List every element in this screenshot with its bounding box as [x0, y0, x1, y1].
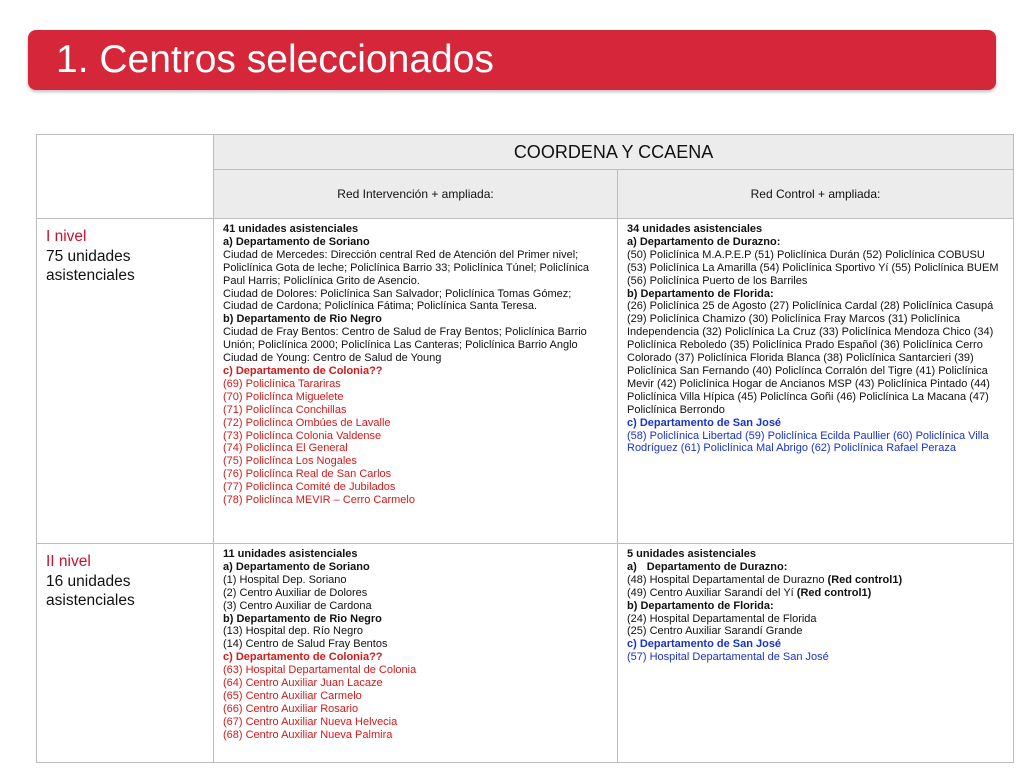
list-item: (67) Centro Auxiliar Nueva Helvecia	[223, 715, 398, 728]
dept-heading: b) Departamento de Rio Negro	[223, 612, 382, 625]
dept-text: (26) Policlínica 25 de Agosto (27) Policlínica Cardal (28) Policlínica Casupá (29) Policlínica Chamizo (30) Policlínica Fray Marcos (31) Policlínica Independencia (32) Policlínica La Cruz (33) Policlínica Mendoza Chico (34) Policlínica Reboledo (35) Policlínica Prado Español (36) Policlínica Cerro Colorado (37) Policlínica Florida Blanca (38) Policlínica Santarcieri (39) Policlínica San Fernando (40) Policlínca Corralón del Tigre (41) Policlínica Mevir (42) Policlínica Hogar de Ancianos MSP (43) Policlínica Pintado (44) Policlínica Villa Hípica (45) Policlínca Goñi (46) Policlínica La Macana (47) Policlínica Berrondo	[627, 300, 994, 416]
list-item: (13) Hospital dep. Río Negro	[223, 625, 364, 638]
dept-heading: c) Departamento de Colonia??	[223, 651, 383, 664]
dept-heading: a) Departamento de Soriano	[223, 235, 370, 248]
control-header-cell	[618, 170, 1014, 219]
list-item: (76) Policlínca Real de San Carlos	[223, 468, 392, 481]
list-item: (66) Centro Auxiliar Rosario	[223, 702, 359, 715]
dept-heading: b) Departamento de Rio Negro	[223, 313, 382, 326]
list-item: (1) Hospital Dep. Soriano	[223, 573, 347, 586]
network-header-cell	[214, 135, 1014, 170]
list-item: (69) Policlínica Tarariras	[223, 377, 341, 390]
dept-heading: c) Departamento de San José	[627, 638, 782, 651]
dept-heading: a) Departamento de Durazno:	[627, 235, 781, 248]
coordena-header: COORDENA Y CCAENA	[513, 142, 714, 162]
level1-count-suffix: asistenciales	[46, 267, 135, 284]
level2-intervention-cell	[214, 544, 618, 763]
dept-text: (50) Policlínica M.A.P.E.P (51) Policlínica Durán (52) Policlínica COBUSU (53) Policlínica La Amarilla (54) Policlínica Sportivo Yí (55) Policlínica BUEM (56) Policlínica Puerto de los Barriles	[627, 248, 999, 287]
level1-cell	[37, 219, 214, 544]
level2-count: 16 unidades	[46, 572, 131, 590]
intervention-label: Red Intervención + ampliada:	[337, 187, 494, 201]
control-tag: (Red control1)	[827, 573, 903, 586]
list-item: (70) Policlínca Miguelete	[223, 390, 344, 403]
list-item: (77) Policlínca Comité de Jubilados	[223, 481, 396, 494]
dept-heading: b) Departamento de Florida:	[627, 287, 774, 300]
list-item: (74) Policlínca El General	[223, 442, 348, 455]
dept-text: Ciudad de Fray Bentos: Centro de Salud de Fray Bentos; Policlínica Barrio Unión; Policlínica 2000; Policlínica Las Canteras; Policlínica Barrio Anglo	[223, 326, 587, 352]
list-item: (14) Centro de Salud Fray Bentos	[223, 638, 388, 651]
table-header-row	[37, 135, 1014, 170]
level2-control-cell	[618, 544, 1014, 763]
level1-control-cell	[618, 219, 1014, 544]
centers-table	[36, 134, 1014, 763]
units-count: 11 unidades asistenciales	[223, 548, 358, 560]
list-item: (2) Centro Auxiliar de Dolores	[223, 586, 368, 599]
table-row	[37, 544, 1014, 763]
level1-intervention-cell	[214, 219, 618, 544]
list-item	[627, 587, 1005, 600]
dept-heading: b) Departamento de Florida:	[627, 599, 774, 612]
slide-title: 1. Centros seleccionados	[56, 38, 494, 81]
list-item	[627, 574, 1005, 587]
units-count: 34 unidades asistenciales	[627, 223, 763, 235]
corner-cell	[37, 135, 214, 219]
list-item: (71) Policlínca Conchillas	[223, 403, 347, 416]
level1-title: I nivel	[46, 228, 87, 245]
level2-title: II nivel	[46, 553, 91, 570]
title-bar	[28, 30, 996, 90]
level2-cell	[37, 544, 214, 763]
list-item: (25) Centro Auxiliar Sarandí Grande	[627, 625, 803, 638]
level1-count: 75 unidades	[46, 247, 131, 265]
list-item: (72) Policlínca Ombúes de Lavalle	[223, 416, 391, 429]
dept-heading	[627, 561, 1005, 574]
list-item: (68) Centro Auxiliar Nueva Palmira	[223, 728, 393, 741]
control-label: Red Control + ampliada:	[750, 187, 881, 201]
intervention-header-cell	[214, 170, 618, 219]
dept-marker: a)	[627, 560, 637, 573]
list-item: (24) Hospital Departamental de Florida	[627, 612, 817, 625]
control-tag: (Red control1)	[796, 586, 872, 599]
list-item-text: (49) Centro Auxiliar Sarandí del Yí	[627, 586, 797, 599]
list-item: (65) Centro Auxiliar Carmelo	[223, 689, 362, 702]
level2-count-suffix: asistenciales	[46, 592, 135, 609]
list-item: (63) Hospital Departamental de Colonia	[223, 664, 417, 677]
units-count: 41 unidades asistenciales	[223, 223, 359, 235]
dept-text: (58) Policlínica Libertad (59) Policlínica Ecilda Paullier (60) Policlínica Villa Rodríguez (61) Policlínica Mal Abrigo (62) Policlínica Rafael Peraza	[627, 429, 989, 455]
dept-text: Ciudad de Young: Centro de Salud de Young	[223, 352, 442, 365]
list-item: (3) Centro Auxiliar de Cardona	[223, 599, 372, 612]
list-item-text: (48) Hospital Departamental de Durazno	[627, 573, 828, 586]
units-count: 5 unidades asistenciales	[627, 548, 757, 560]
list-item: (75) Policlínca Los Nogales	[223, 455, 357, 468]
dept-heading-text: Departamento de Durazno:	[646, 560, 788, 573]
list-item: (57) Hospital Departamental de San José	[627, 651, 829, 664]
dept-heading: c) Departamento de Colonia??	[223, 364, 383, 377]
table-row	[37, 219, 1014, 544]
dept-heading: a) Departamento de Soriano	[223, 560, 370, 573]
dept-text: Ciudad de Mercedes: Dirección central Red de Atención del Primer nivel; Policlínica Gota de leche; Policlínica Barrio 33; Policlínica Túnel; Policlínica Paul Harris; Policlínica Grito de Asencio.	[223, 248, 590, 287]
list-item: (78) Policlínca MEVIR – Cerro Carmelo	[223, 494, 415, 507]
dept-heading: c) Departamento de San José	[627, 416, 782, 429]
dept-text: Ciudad de Dolores: Policlínica San Salvador; Policlínica Tomas Gómez; Ciudad de Cardona; Policlínica Fátima; Policlínica Santa Teresa.	[223, 287, 572, 313]
list-item: (73) Policlínca Colonia Valdense	[223, 429, 382, 442]
list-item: (64) Centro Auxiliar Juan Lacaze	[223, 677, 383, 690]
